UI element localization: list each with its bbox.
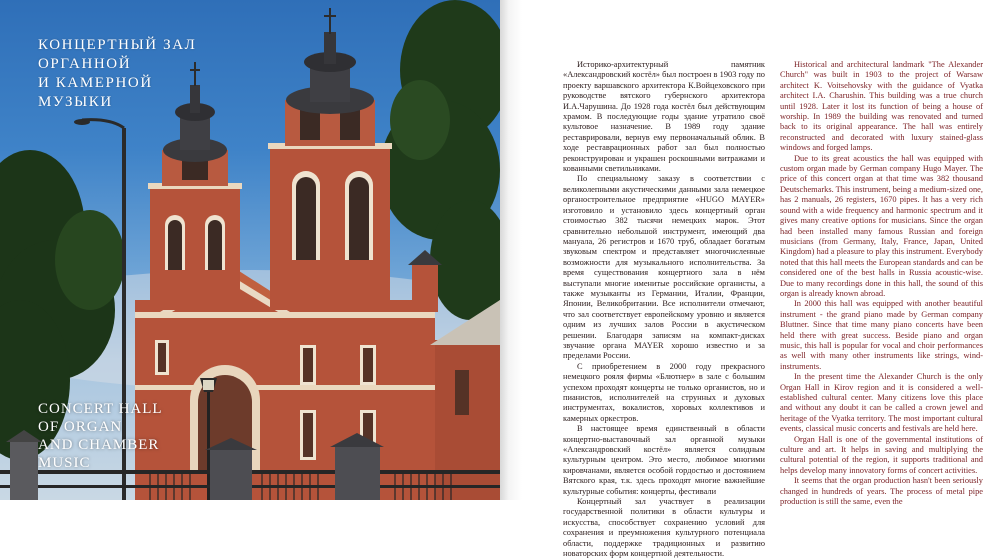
russian-text-column bbox=[563, 60, 765, 560]
russian-paragraph-5: Концертный зал участвует в реализации государственной политики в области культуры и искусства, способствует сохранению условий для сохранения и преумножения культурного потенциала области, поддержке традиционных и развитию новаторских форм концертной деятельности. bbox=[563, 497, 765, 559]
russian-paragraph-1: Историко-архитектурный памятник «Александровский костёл» был построен в 1903 году по проекту варшавского архитектора К.Войцеховского при руководстве вятского губернского архитектора И.А.Чарушина. До 1928 года костёл был действующим храмом. В последующие годы здание утратило своё культовое назначение. В 1989 году здание реставрировали, вернув ему первоначальный облик. В ходе реставрационных работ зал был полностью реконструирован и украшен роскошными витражами и кованными светильниками. bbox=[563, 60, 765, 174]
english-paragraph-5: Organ Hall is one of the governmental institutions of culture and art. It helps in saving and multiplying the cultural potential of the region, it supports traditional and helps develop many innovatory forms of concert activities. bbox=[780, 434, 983, 475]
right-tree bbox=[380, 0, 500, 320]
church-photo-page bbox=[0, 0, 500, 500]
title-english: CONCERT HALL OF ORGAN AND CHAMBER MUSIC bbox=[38, 401, 163, 471]
english-text-column bbox=[780, 60, 983, 507]
russian-paragraph-4: В настоящее время единственный в области концертно-выставочный зал органной музыки «Александровский костёл» является солидным культурным центром. Это место, любимое многими кировчанами, является особой гордостью и достоянием Вятского края, т.к. здесь проходят многие важнейшие культурные события: концерты, фестивали bbox=[563, 424, 765, 496]
english-paragraph-2: Due to its great acoustics the hall was equipped with custom organ made by German company Hugo Mayer. The price of this concert organ at that time was 382 thousand Deutschemarks. This instrument, being a medium-sized one, has 2 manuals, 26 registers, 1670 pipes. It has a very rich sound with a wide frequency and harmonic spectrum and it gives many creative options for musicians. Since the organ had been installed many famous Russian and foreign musicians (from Germany, Italy, France, Japan, United Kingdom) had a pleasure to play this instrument. Everybody noted that this hall meets the European standards and can be considered one of the best halls in Russia acoustic-wise. Due to many recordings done in this hall, the sound of this organ is already known abroad. bbox=[780, 153, 983, 298]
russian-paragraph-3: С приобретением в 2000 году прекрасного немецкого рояля фирмы «Блютнер» в зале с большим успехом проходят концерты не только органистов, но и пианистов, исполнителей на струнных и духовых инструментах, вокалистов, хоровых коллективов и камерных оркестров. bbox=[563, 361, 765, 423]
title-russian: КОНЦЕРТНЫЙ ЗАЛ ОРГАННОЙ И КАМЕРНОЙ МУЗЫКИ bbox=[38, 37, 197, 110]
english-paragraph-1: Historical and architectural landmark "The Alexander Church" was built in 1903 to the project of Warsaw architect K. Voitsehovsky with the guidance of Vyatka architect I.A. Charushin. This building was a true church until 1928. Later it lost its function of being a house of worship. In 1989 the building was renovated and turned back to its original appearance. The hall was entirely reconstructed and decorated with luxury stained-glass windows and forged lamps. bbox=[780, 60, 983, 153]
english-paragraph-3: In 2000 this hall was equipped with another beautiful instrument - the grand piano made by German company Bluttner. Since that time many piano concerts have been held there with great success. Beside piano and organ music, this hall is popular for vocal and choir performances as well with many other instruments like strings, wind-instruments. bbox=[780, 299, 983, 371]
english-paragraph-4: In the present time the Alexander Church is the only Organ Hall in Kirov region and it is considered a well-established cultural center. Many citizens love this place and without any doubt it can be called a crown jewel and heritage of the Vyatka territory. The most important cultural events, classical music concerts and festivals are held here. bbox=[780, 372, 983, 434]
english-paragraph-6: It seems that the organ production hasn't been seriously changed in hundreds of years. The process of metal pipe production is still the same, even the bbox=[780, 476, 983, 507]
right-tower bbox=[268, 8, 392, 310]
book-gutter bbox=[500, 0, 522, 500]
russian-paragraph-2: По специальному заказу в соответствии с великолепными акустическими данными зала немецкое органостроительное предприятие «HUGO MAYER» изготовило и установило здесь концертный орган стоимостью 382 тысячи немецких марок. Этот сравнительно небольшой инструмент, имеющий два мануала, 26 регистров и 1670 труб, обладает богатым звуковым спектром и представляет многочисленные возможности для музыкального исполнительства. За время существования концертного зала в нём выступали многие именитые российские органисты, а также музыканты из Германии, Италии, Франции, Японии, Великобритании. Все исполнители отмечают, что зал соответствует европейскому уровню и является одним из лучших залов России в акустическом решении. Благодаря записям на компакт-дисках звучание органа MAYER хорошо известно и за пределами России. bbox=[563, 174, 765, 361]
